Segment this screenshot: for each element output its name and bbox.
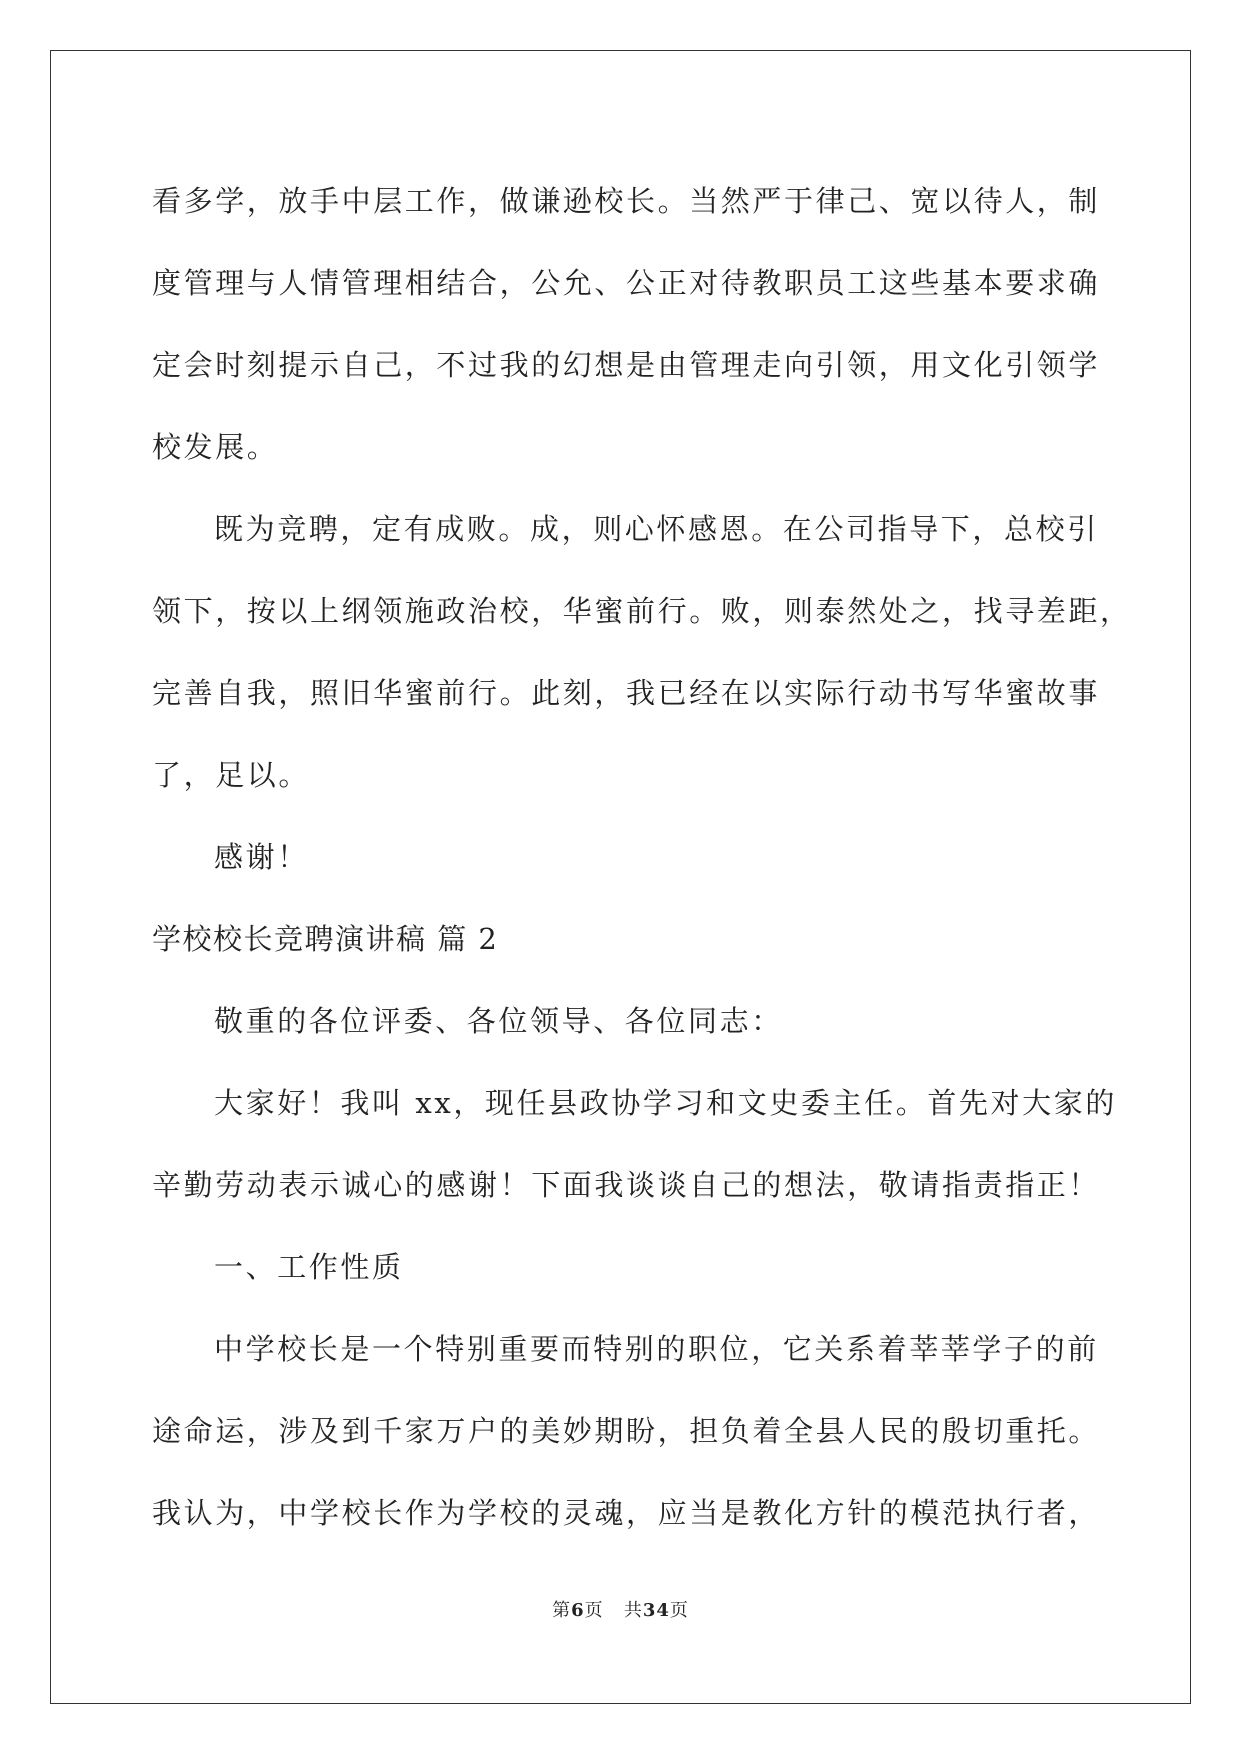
footer-page-label: 页 bbox=[584, 1600, 604, 1621]
text-line: 完善自我，照旧华蜜前行。此刻，我已经在以实际行动书写华蜜故事 bbox=[152, 676, 1101, 710]
document-body bbox=[152, 160, 1132, 1554]
current-page-number: 6 bbox=[571, 1600, 585, 1621]
text-line: 了，足以。 bbox=[152, 758, 311, 792]
text-line: 中学校长是一个特别重要而特别的职位，它关系着莘莘学子的前 bbox=[214, 1332, 1099, 1366]
text-line: 大家好！我叫 xx，现任县政协学习和文史委主任。首先对大家的 bbox=[214, 1086, 1117, 1120]
text-line: 看多学，放手中层工作，做谦逊校长。当然严于律己、宽以待人，制 bbox=[152, 184, 1101, 218]
text-line: 辛勤劳动表示诚心的感谢！下面我谈谈自己的想法，敬请指责指正！ bbox=[152, 1168, 1101, 1202]
page-footer bbox=[0, 1596, 1241, 1622]
text-line: 途命运，涉及到千家万户的美妙期盼，担负着全县人民的殷切重托。 bbox=[152, 1414, 1101, 1448]
text-line: 感谢！ bbox=[214, 840, 309, 874]
text-line: 定会时刻提示自己，不过我的幻想是由管理走向引领，用文化引领学 bbox=[152, 348, 1101, 382]
total-page-number: 34 bbox=[642, 1600, 670, 1621]
text-line: 度管理与人情管理相结合，公允、公正对待教职员工这些基本要求确 bbox=[152, 266, 1101, 300]
footer-total-prefix: 共 bbox=[623, 1600, 643, 1621]
footer-total-label: 页 bbox=[669, 1600, 689, 1621]
text-line: 既为竞聘，定有成败。成，则心怀感恩。在公司指导下，总校引 bbox=[214, 512, 1099, 546]
text-line: 领下，按以上纲领施政治校，华蜜前行。败，则泰然处之，找寻差距， bbox=[152, 594, 1132, 628]
text-line: 敬重的各位评委、各位领导、各位同志： bbox=[214, 1004, 783, 1038]
footer-prefix: 第 bbox=[552, 1600, 572, 1621]
section-heading: 学校校长竞聘演讲稿 篇 2 bbox=[152, 922, 499, 956]
text-line: 校发展。 bbox=[152, 430, 279, 464]
text-line: 我认为，中学校长作为学校的灵魂，应当是教化方针的模范执行者， bbox=[152, 1496, 1101, 1530]
text-line: 一、工作性质 bbox=[214, 1250, 404, 1284]
